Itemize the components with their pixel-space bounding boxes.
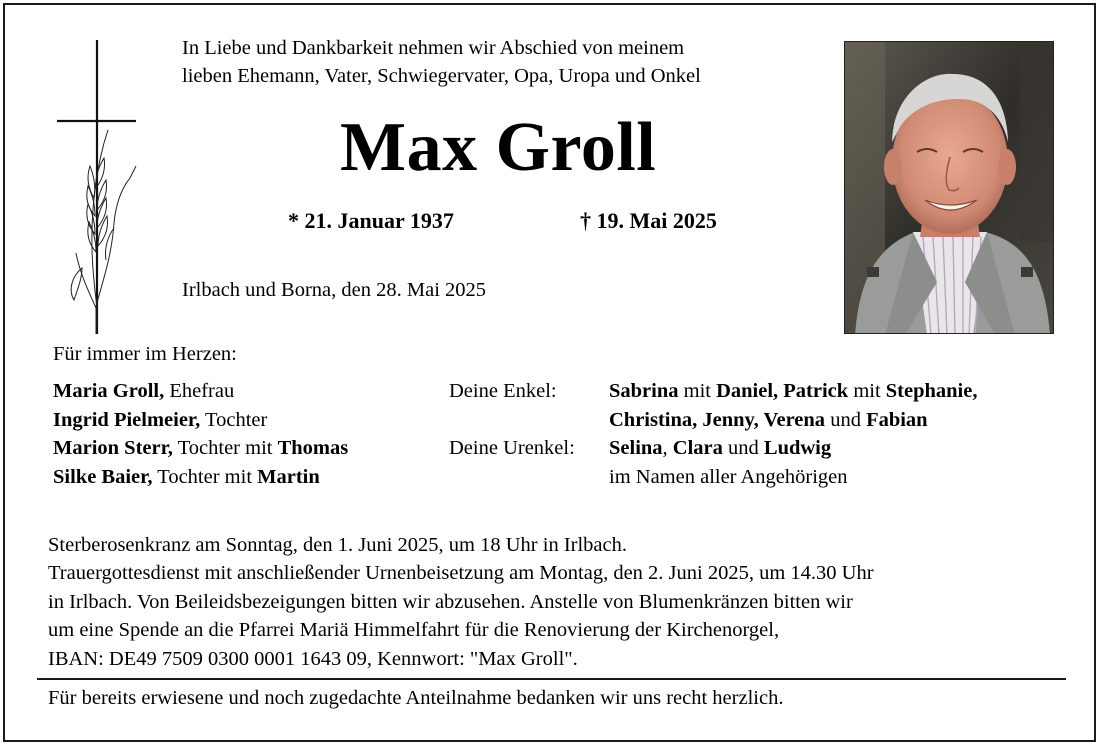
urenkel-label: Deine Urenkel: bbox=[449, 437, 575, 459]
deceased-name: Max Groll bbox=[340, 109, 657, 186]
list-item: Silke Baier, Tochter mit Martin bbox=[53, 465, 320, 488]
notice-line: Trauergottesdienst mit anschließender Urnenbeisetzung am Montag, den 2. Juni 2025, um 14.30 Uhr bbox=[48, 562, 874, 585]
thanks-line: Für bereits erwiesene und noch zugedachte Anteilnahme bedanken wir uns recht herzlich. bbox=[48, 687, 784, 709]
intro-line-1: In Liebe und Dankbarkeit nehmen wir Abschied von meinem bbox=[182, 37, 685, 59]
list-item: Sabrina mit Daniel, Patrick mit Stephanie, bbox=[609, 380, 978, 402]
list-item: Christina, Jenny, Verena und Fabian bbox=[609, 408, 928, 431]
divider bbox=[37, 678, 1066, 680]
service-notice bbox=[48, 531, 874, 673]
grandchildren-list bbox=[609, 377, 977, 491]
mourners-title: Für immer im Herzen: bbox=[53, 343, 237, 365]
portrait-photo bbox=[844, 41, 1054, 334]
grandchildren-labels bbox=[449, 377, 575, 463]
list-item: Maria Groll, Ehefrau bbox=[53, 380, 235, 402]
notice-line: um eine Spende an die Pfarrei Mariä Himmelfahrt für die Renovierung der Kirchenorgel, bbox=[48, 619, 780, 642]
birth-date: * 21. Januar 1937 bbox=[288, 208, 454, 233]
notice-line: IBAN: DE49 7509 0300 0001 1643 09, Kennwort: "Max Groll". bbox=[48, 647, 578, 670]
notice-line: Sterberosenkranz am Sonntag, den 1. Juni 2025, um 18 Uhr in Irlbach. bbox=[48, 534, 628, 556]
death-date: † 19. Mai 2025 bbox=[580, 208, 717, 233]
notice-line: in Irlbach. Von Beileidsbezeigungen bitten wir abzusehen. Anstelle von Blumenkränzen bitten wir bbox=[48, 590, 853, 613]
place-and-date: Irlbach und Borna, den 28. Mai 2025 bbox=[182, 279, 487, 301]
list-item: Selina, Clara und Ludwig bbox=[609, 437, 832, 459]
enkel-label: Deine Enkel: bbox=[449, 380, 557, 402]
list-item: Ingrid Pielmeier, Tochter bbox=[53, 408, 268, 431]
intro-line-2: lieben Ehemann, Vater, Schwiegervater, Opa, Uropa und Onkel bbox=[182, 65, 701, 87]
family-list bbox=[53, 377, 348, 491]
closing-line: im Namen aller Angehörigen bbox=[609, 465, 848, 488]
cross-with-wheat-icon bbox=[52, 38, 142, 338]
list-item: Marion Sterr, Tochter mit Thomas bbox=[53, 437, 349, 459]
intro-text bbox=[182, 34, 701, 90]
